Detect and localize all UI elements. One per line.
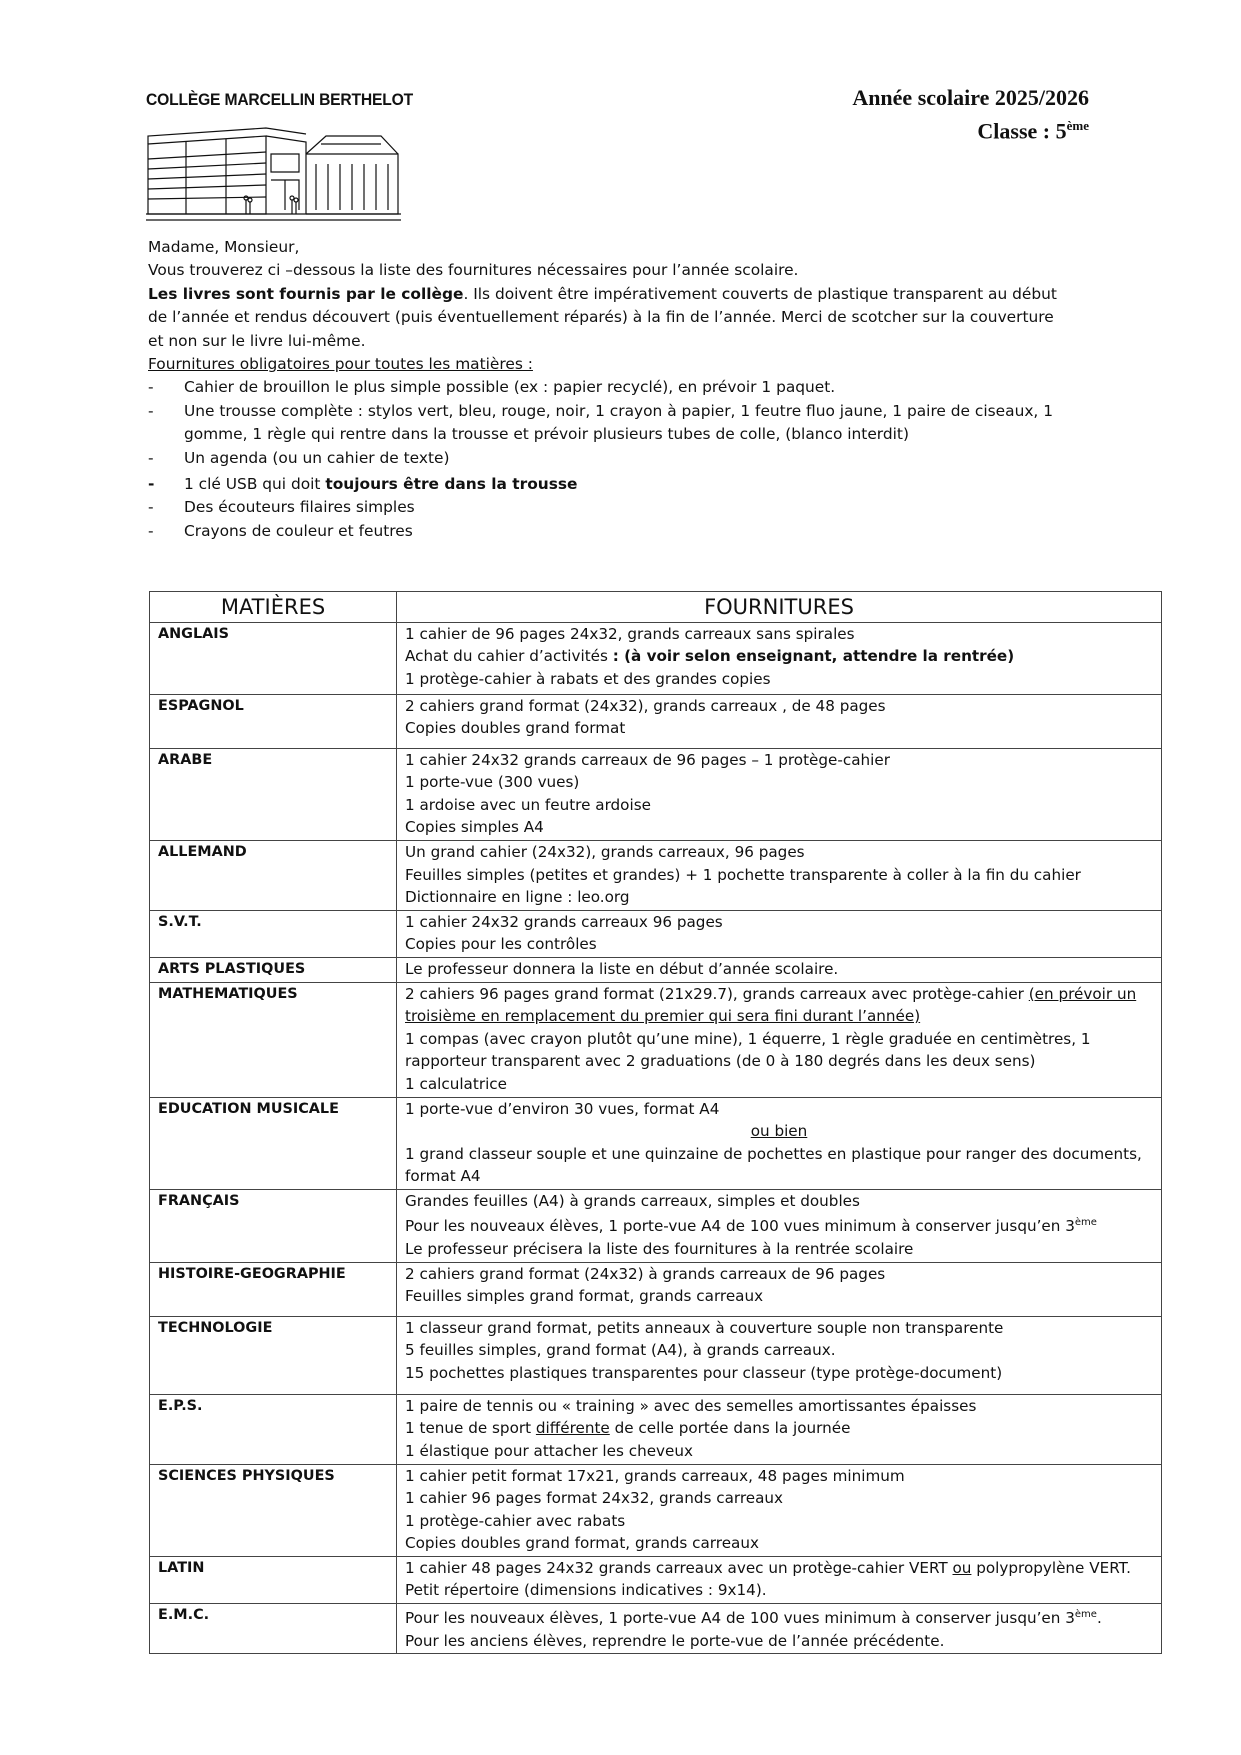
supplies-cell: Un grand cahier (24x32), grands carreaux, 96 pages Feuilles simples (petites et grandes) + 1 pochette transparente à coller à la fin du cahier Dictionnaire en ligne : leo.org [397, 840, 1162, 910]
supplies-cell: 1 cahier 24x32 grands carreaux 96 pages Copies pour les contrôles [397, 910, 1162, 957]
subject-cell: E.M.C. [150, 1604, 397, 1654]
table-row [150, 1316, 1162, 1394]
books-note: Les livres sont fournis par le collège. Ils doivent être impérativement couverts de plastique transparent au début de l’année et rendus découvert (puis éventuellement réparés) à la fin de l’année. Merci de scotcher sur la couverture et non sur le livre lui-même. [148, 284, 1057, 350]
supplies-cell: 1 classeur grand format, petits anneaux à couverture souple non transparente 5 feuilles simples, grand format (A4), à grands carreaux. 15 pochettes plastiques transparentes pour classeur (type protège-document) [397, 1316, 1162, 1394]
supplies-cell: 2 cahiers grand format (24x32), grands carreaux , de 48 pages Copies doubles grand format [397, 694, 1162, 748]
subject-cell: FRANÇAIS [150, 1189, 397, 1262]
subject-cell: ANGLAIS [150, 622, 397, 694]
supplies-cell: 1 cahier 24x32 grands carreaux de 96 pages – 1 protège-cahier 1 porte-vue (300 vues) 1 ardoise avec un feutre ardoise Copies simples A4 [397, 748, 1162, 840]
column-header-supplies: FOURNITURES [397, 592, 1162, 623]
table-row [150, 622, 1162, 694]
table-row [150, 1262, 1162, 1316]
list-item: - Des écouteurs filaires simples [148, 498, 415, 517]
list-item: - Crayons de couleur et feutres [148, 521, 413, 540]
subject-cell: ESPAGNOL [150, 694, 397, 748]
table-row [150, 694, 1162, 748]
subject-cell: ARABE [150, 748, 397, 840]
supplies-cell: 2 cahiers grand format (24x32) à grands carreaux de 96 pages Feuilles simples grand format, grands carreaux [397, 1262, 1162, 1316]
supplies-cell: 1 cahier de 96 pages 24x32, grands carreaux sans spirales Achat du cahier d’activités : (à voir selon enseignant, attendre la rentrée) 1 protège-cahier à rabats et des grandes copies [397, 622, 1162, 694]
supplies-cell: 1 porte-vue d’environ 30 vues, format A4 ou bien 1 grand classeur souple et une quinzaine de pochettes en plastique pour ranger des documents, format A4 [397, 1097, 1162, 1189]
school-building-logo [146, 114, 401, 224]
table-row [150, 982, 1162, 1097]
supplies-cell: 1 cahier 48 pages 24x32 grands carreaux avec un protège-cahier VERT ou polypropylène VERT. Petit répertoire (dimensions indicatives : 9x14). [397, 1556, 1162, 1603]
table-row [150, 1189, 1162, 1262]
school-year: Année scolaire 2025/2026 [852, 85, 1089, 110]
list-item: - Cahier de brouillon le plus simple possible (ex : papier recyclé), en prévoir 1 paquet. [148, 378, 836, 397]
table-row [150, 957, 1162, 982]
subject-cell: SCIENCES PHYSIQUES [150, 1464, 397, 1556]
year-class-block [852, 84, 1089, 145]
table-row [150, 1556, 1162, 1603]
class-level: Classe : 5ème [977, 118, 1089, 144]
intro-letter [148, 236, 1068, 543]
table-header-row [150, 592, 1162, 623]
school-name: COLLÈGE MARCELLIN BERTHELOT [146, 90, 413, 109]
table-row [150, 1097, 1162, 1189]
subject-cell: ARTS PLASTIQUES [150, 957, 397, 982]
table-row [150, 1604, 1162, 1654]
mandatory-supplies-list [148, 376, 1068, 543]
subject-cell: LATIN [150, 1556, 397, 1603]
table-row [150, 1464, 1162, 1556]
supplies-cell: Grandes feuilles (A4) à grands carreaux, simples et doubles Pour les nouveaux élèves, 1 porte-vue A4 de 100 vues minimum à conserver jusqu’en 3ème Le professeur précisera la liste des fournitures à la rentrée scolaire [397, 1189, 1162, 1262]
column-header-subjects: MATIÈRES [150, 592, 397, 623]
table-row [150, 1394, 1162, 1464]
school-header [146, 90, 413, 228]
subject-cell: ALLEMAND [150, 840, 397, 910]
table-row [150, 840, 1162, 910]
supplies-cell: Le professeur donnera la liste en début d’année scolaire. [397, 957, 1162, 982]
supplies-cell: 2 cahiers 96 pages grand format (21x29.7), grands carreaux avec protège-cahier (en prévoir un troisième en remplacement du premier qui sera fini durant l’année) 1 compas (avec crayon plutôt qu’une mine), 1 équerre, 1 règle graduée en centimètres, 1 rapporteur transparent avec 2 graduations (de 0 à 180 degrés dans les deux sens) 1 calculatrice [397, 982, 1162, 1097]
intro-text: Vous trouverez ci –dessous la liste des fournitures nécessaires pour l’année scolaire. [148, 261, 799, 280]
subject-cell: EDUCATION MUSICALE [150, 1097, 397, 1189]
list-item: - 1 clé USB qui doit toujours être dans la trousse [148, 475, 578, 494]
subject-cell: S.V.T. [150, 910, 397, 957]
supplies-cell: Pour les nouveaux élèves, 1 porte-vue A4 de 100 vues minimum à conserver jusqu’en 3ème. Pour les anciens élèves, reprendre le porte-vue de l’année précédente. [397, 1604, 1162, 1654]
list-item: - Une trousse complète : stylos vert, bleu, rouge, noir, 1 crayon à papier, 1 feutre fluo jaune, 1 paire de ciseaux, 1 gomme, 1 règle qui rentre dans la trousse et prévoir plusieurs tubes de colle, (blanco interdit) [148, 401, 1054, 444]
mandatory-heading: Fournitures obligatoires pour toutes les matières : [148, 355, 533, 374]
greeting: Madame, Monsieur, [148, 238, 300, 256]
table-row [150, 748, 1162, 840]
subject-cell: HISTOIRE-GEOGRAPHIE [150, 1262, 397, 1316]
supplies-cell: 1 cahier petit format 17x21, grands carreaux, 48 pages minimum 1 cahier 96 pages format 24x32, grands carreaux 1 protège-cahier avec rabats Copies doubles grand format, grands carreaux [397, 1464, 1162, 1556]
list-item: - Un agenda (ou un cahier de texte) [148, 448, 450, 467]
supplies-table [149, 591, 1162, 1654]
subject-cell: E.P.S. [150, 1394, 397, 1464]
table-row [150, 910, 1162, 957]
subject-cell: MATHEMATIQUES [150, 982, 397, 1097]
supplies-cell: 1 paire de tennis ou « training » avec des semelles amortissantes épaisses 1 tenue de sport différente de celle portée dans la journée 1 élastique pour attacher les cheveux [397, 1394, 1162, 1464]
subject-cell: TECHNOLOGIE [150, 1316, 397, 1394]
